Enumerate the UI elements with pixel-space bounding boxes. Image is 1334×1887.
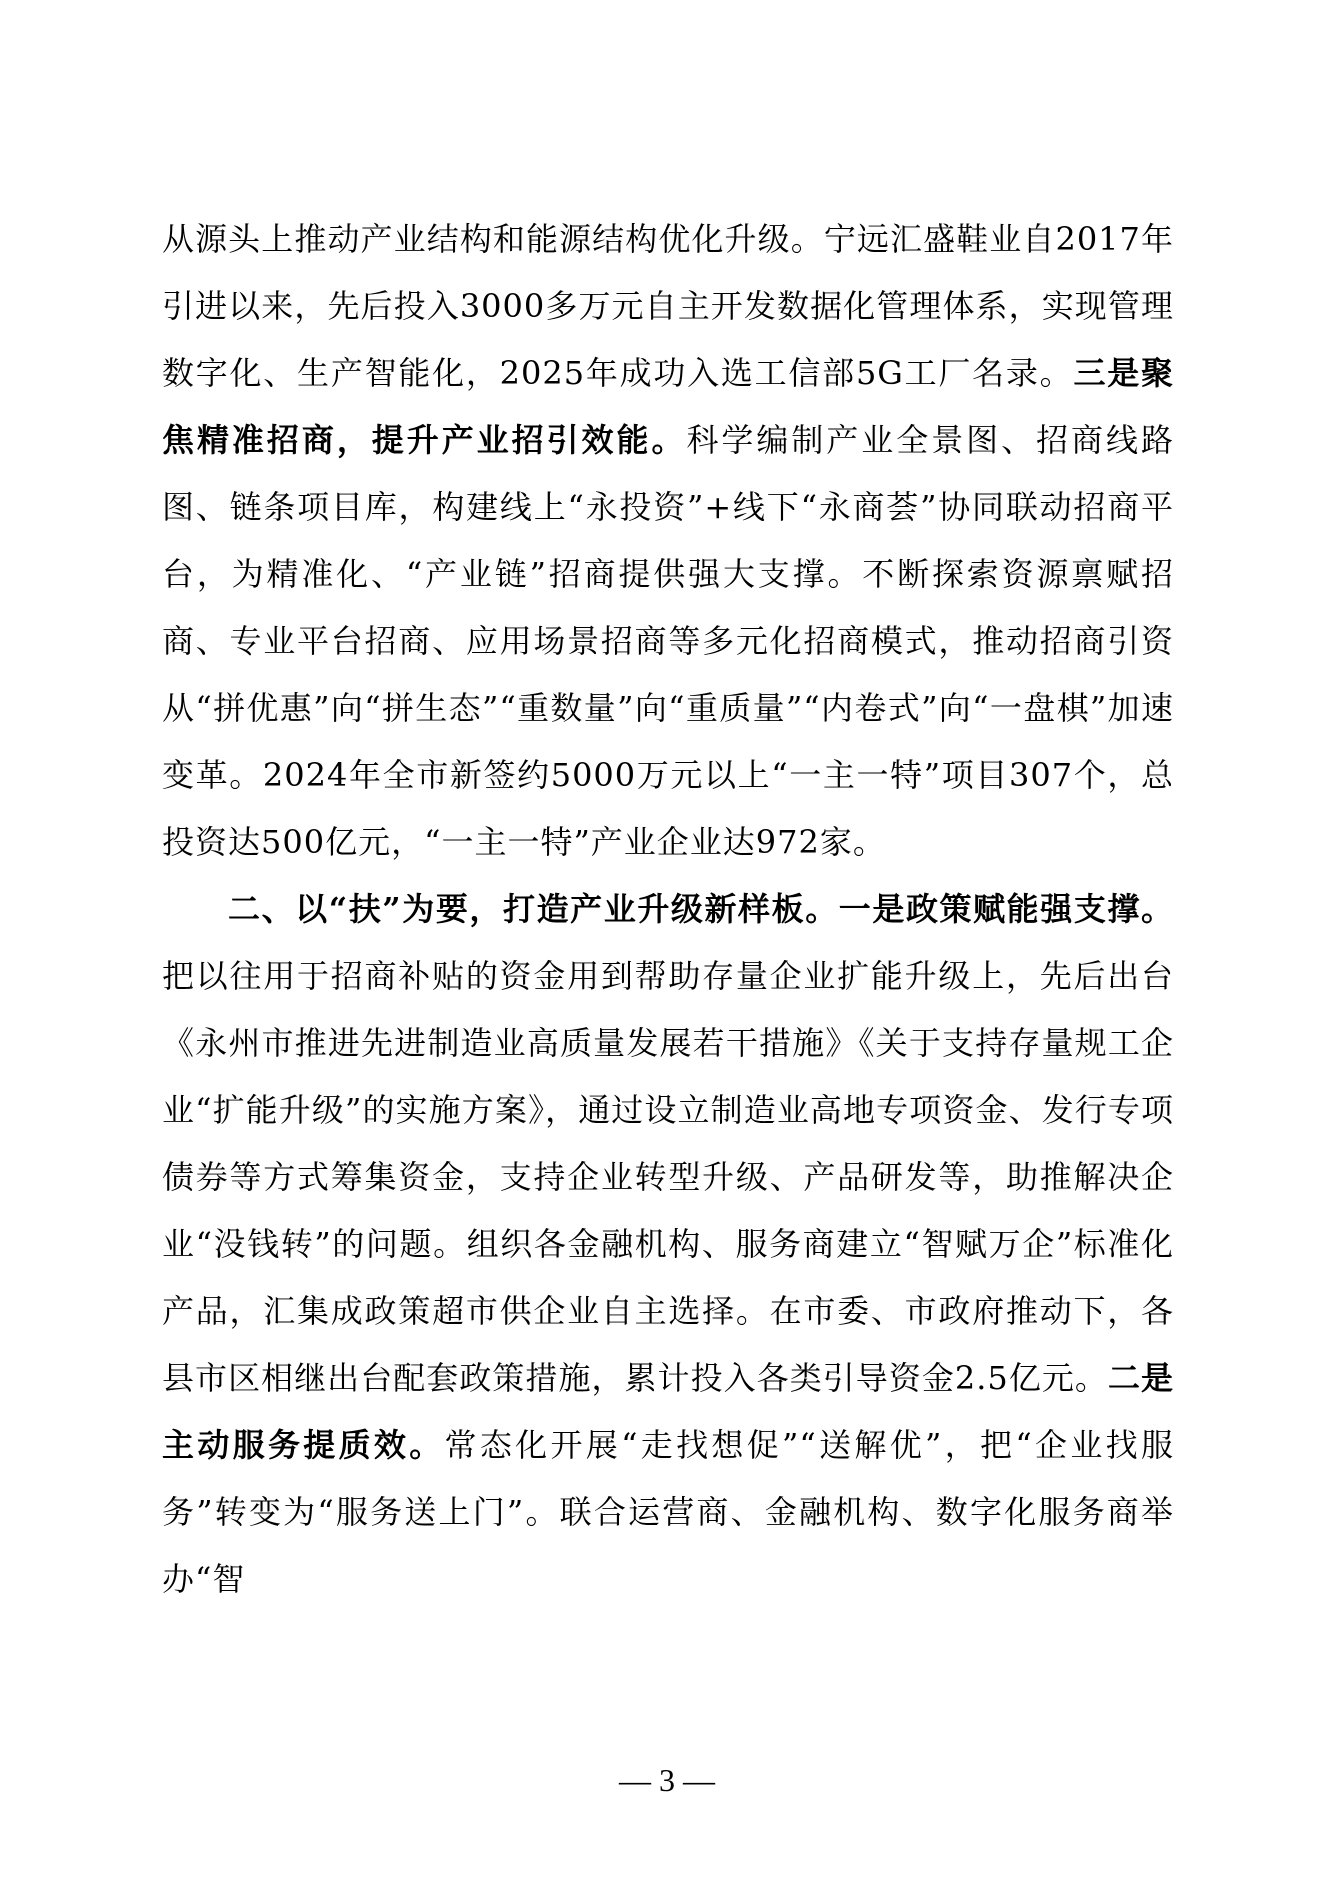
paragraph-1-text-b: 科学编制产业全景图、招商线路图、链条项目库，构建线上“永投资”+线下“永商荟”协同联动招商平台，为精准化、“产业链”招商提供强大支撑。不断探索资源禀赋招商、专业平台招商、应用场景招商等多元化招商模式，推动招商引资从“拼优惠”向“拼生态”“重数量”向“重质量”“内卷式”向“一盘棋”加速变革。2024年全市新签约5000万元以上“一主一特”项目307个，总投资达500亿元，“一主一特”产业企业达972家。 xyxy=(162,421,1174,861)
paragraph-1 xyxy=(162,206,1174,876)
section-heading-2: 二、以“扶”为要，打造产业升级新样板。一是政策赋能强支撑。 xyxy=(228,890,1174,928)
paragraph-2-text-a: 把以往用于招商补贴的资金用到帮助存量企业扩能升级上，先后出台《永州市推进先进制造业高质量发展若干措施》《关于支持存量规工企业“扩能升级”的实施方案》，通过设立制造业高地专项资金、发行专项债券等方式筹集资金，支持企业转型升级、产品研发等，助推解决企业“没钱转”的问题。组织各金融机构、服务商建立“智赋万企”标准化产品，汇集成政策超市供企业自主选择。在市委、市政府推动下，各县市区相继出台配套政策措施，累计投入各类引导资金2.5亿元。 xyxy=(162,957,1174,1397)
paragraph-2 xyxy=(162,876,1174,1613)
page-number: — 3 — xyxy=(619,1762,715,1798)
paragraph-2-text-b: 常态化开展“走找想促”“送解优”，把“企业找服务”转变为“服务送上门”。联合运营商、金融机构、数字化服务商举办“智 xyxy=(162,1426,1174,1598)
paragraph-2-heading-2: 二是主动服务提质效。 xyxy=(162,1359,1174,1464)
paragraph-1-heading-3: 三是聚焦精准招商，提升产业招引效能。 xyxy=(162,354,1174,459)
paragraph-1-text-a: 从源头上推动产业结构和能源结构优化升级。宁远汇盛鞋业自2017年引进以来，先后投入3000多万元自主开发数据化管理体系，实现管理数字化、生产智能化，2025年成功入选工信部5G工厂名录。 xyxy=(162,220,1174,392)
body-text xyxy=(162,206,1174,1613)
